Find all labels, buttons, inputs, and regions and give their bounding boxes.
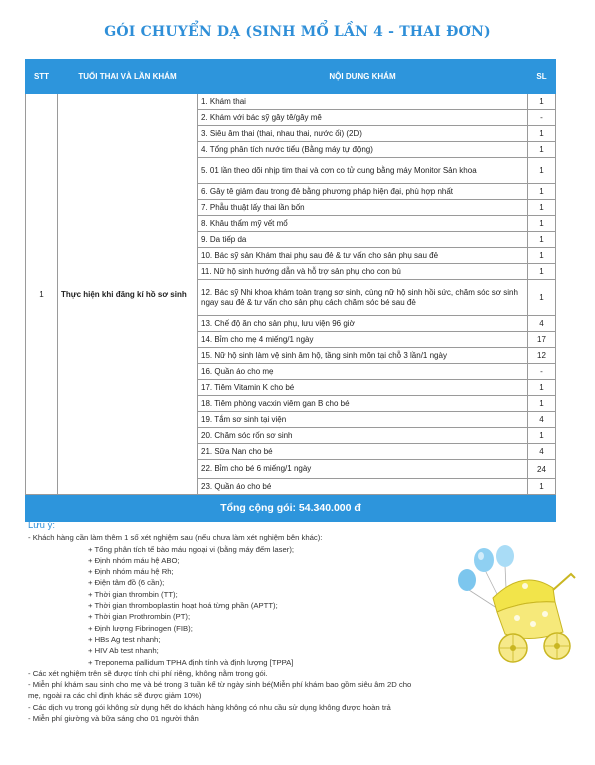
- note-line: - Miễn phí giường và bữa sáng cho 01 người thân: [28, 714, 199, 724]
- row-content: 21. Sữa Nan cho bé: [198, 444, 528, 460]
- row-content: 5. 01 lần theo dõi nhịp tim thai và cơn co tử cung bằng máy Monitor Sản khoa: [198, 158, 528, 184]
- row-qty: 1: [528, 126, 556, 142]
- table-row: [26, 94, 556, 110]
- row-qty: 1: [528, 232, 556, 248]
- note-line: + Điện tâm đồ (6 cần);: [88, 578, 165, 588]
- note-line: - Các xét nghiệm trên sẽ được tính chi phí riêng, không nằm trong gói.: [28, 668, 268, 678]
- total-price: Tổng cộng gói: 54.340.000 đ: [26, 495, 556, 522]
- row-qty: -: [528, 110, 556, 126]
- note-line: + Định lượng Fibrinogen (FIB);: [88, 623, 193, 633]
- stroller-body: [493, 574, 575, 639]
- page-title: GÓI CHUYỂN DẠ (SINH MỔ LẦN 4 - THAI ĐƠN): [104, 24, 491, 40]
- row-stt: 1: [26, 94, 58, 495]
- note-line: + Thời gian thrombin (TT);: [88, 589, 178, 599]
- row-content: 12. Bác sỹ Nhi khoa khám toàn trạng sơ sinh, cùng nữ hộ sinh hồi sức, chăm sóc sơ sinh ngay sau đẻ & tư vấn cho sản phụ cách chăm sóc bé sau đẻ: [198, 280, 528, 316]
- row-content: 20. Chăm sóc rốn sơ sinh: [198, 428, 528, 444]
- header-content: NỘI DUNG KHÁM: [198, 60, 528, 94]
- note-line: - Miễn phí khám sau sinh cho mẹ và bé trong 3 tuần kể từ ngày sinh bé(Miễn phí khám bao gồm siêu âm 2D cho: [28, 680, 412, 690]
- row-content: 9. Da tiếp da: [198, 232, 528, 248]
- header-qty: SL: [528, 60, 556, 94]
- row-qty: 24: [528, 460, 556, 479]
- row-content: 14. Bỉm cho mẹ 4 miếng/1 ngày: [198, 332, 528, 348]
- row-qty: 1: [528, 158, 556, 184]
- row-qty: 1: [528, 380, 556, 396]
- row-content: 1. Khám thai: [198, 94, 528, 110]
- row-qty: 1: [528, 396, 556, 412]
- note-line: + Tổng phân tích tế bào máu ngoại vi (bằng máy đếm laser);: [88, 544, 295, 554]
- row-content: 22. Bỉm cho bé 6 miếng/1 ngày: [198, 460, 528, 479]
- row-content: 6. Gây tê giảm đau trong đẻ bằng phương pháp hiện đại, phù hợp nhất: [198, 184, 528, 200]
- header-age: TUỔI THAI VÀ LẦN KHÁM: [58, 60, 198, 94]
- row-content: 13. Chế độ ăn cho sản phụ, lưu viện 96 giờ: [198, 316, 528, 332]
- note-line: - Khách hàng cần làm thêm 1 số xét nghiệm sau (nếu chưa làm xét nghiệm bên khác):: [28, 533, 323, 543]
- row-content: 3. Siêu âm thai (thai, nhau thai, nước ối) (2D): [198, 126, 528, 142]
- row-content: 11. Nữ hộ sinh hướng dẫn và hỗ trợ sản phụ cho con bú: [198, 264, 528, 280]
- row-content: 23. Quần áo cho bé: [198, 479, 528, 495]
- note-line: + Thời gian Prothrombin (PT);: [88, 612, 191, 622]
- note-line: + Treponema pallidum TPHA định tính và định lượng [TPPA]: [88, 657, 294, 667]
- row-qty: 1: [528, 184, 556, 200]
- row-content: 16. Quần áo cho mẹ: [198, 364, 528, 380]
- note-line: + Thời gian thromboplastin hoạt hoá từng phần (APTT);: [88, 601, 278, 611]
- row-content: 18. Tiêm phòng vacxin viêm gan B cho bé: [198, 396, 528, 412]
- row-qty: 1: [528, 142, 556, 158]
- row-qty: 1: [528, 280, 556, 316]
- total-row: [26, 495, 556, 522]
- row-qty: 1: [528, 264, 556, 280]
- row-qty: 1: [528, 94, 556, 110]
- row-content: 19. Tắm sơ sinh tại viện: [198, 412, 528, 428]
- note-line: mẹ, ngoài ra các chỉ định khác sẽ được giảm 10%): [28, 691, 202, 701]
- row-content: 8. Khâu thẩm mỹ vết mổ: [198, 216, 528, 232]
- table-header-row: [26, 60, 556, 94]
- row-qty: 12: [528, 348, 556, 364]
- row-qty: -: [528, 364, 556, 380]
- note-line: + Định nhóm máu hệ ABO;: [88, 555, 180, 565]
- row-qty: 1: [528, 428, 556, 444]
- header-stt: STT: [26, 60, 58, 94]
- note-line: + HBs Ag test nhanh;: [88, 634, 161, 644]
- note-line: + HIV Ab test nhanh;: [88, 646, 159, 656]
- notes-title: Lưu ý:: [28, 520, 55, 531]
- note-line: + Định nhóm máu hệ Rh;: [88, 567, 174, 577]
- row-qty: 1: [528, 216, 556, 232]
- note-line: - Các dịch vụ trong gói không sử dụng hết do khách hàng không có nhu cầu sử dụng không được hoàn trả: [28, 702, 391, 712]
- row-qty: 1: [528, 200, 556, 216]
- row-content: 2. Khám với bác sỹ gây tê/gây mê: [198, 110, 528, 126]
- row-qty: 1: [528, 248, 556, 264]
- row-qty: 1: [528, 479, 556, 495]
- row-content: 15. Nữ hộ sinh làm vệ sinh âm hộ, tầng sinh môn tại chỗ 3 lần/1 ngày: [198, 348, 528, 364]
- row-qty: 17: [528, 332, 556, 348]
- table-body: [26, 94, 556, 522]
- baby-stroller-with-balloons-icon: [453, 540, 583, 670]
- row-qty: 4: [528, 316, 556, 332]
- row-qty: 4: [528, 412, 556, 428]
- row-content: 7. Phẫu thuật lấy thai lần bốn: [198, 200, 528, 216]
- row-age-label: Thực hiện khi đăng kí hồ sơ sinh: [58, 94, 198, 495]
- package-table: [25, 59, 556, 522]
- row-content: 10. Bác sỹ sản Khám thai phụ sau đẻ & tư vấn cho sản phụ sau đẻ: [198, 248, 528, 264]
- row-content: 4. Tổng phân tích nước tiểu (Bằng máy tự động): [198, 142, 528, 158]
- row-content: 17. Tiêm Vitamin K cho bé: [198, 380, 528, 396]
- row-qty: 4: [528, 444, 556, 460]
